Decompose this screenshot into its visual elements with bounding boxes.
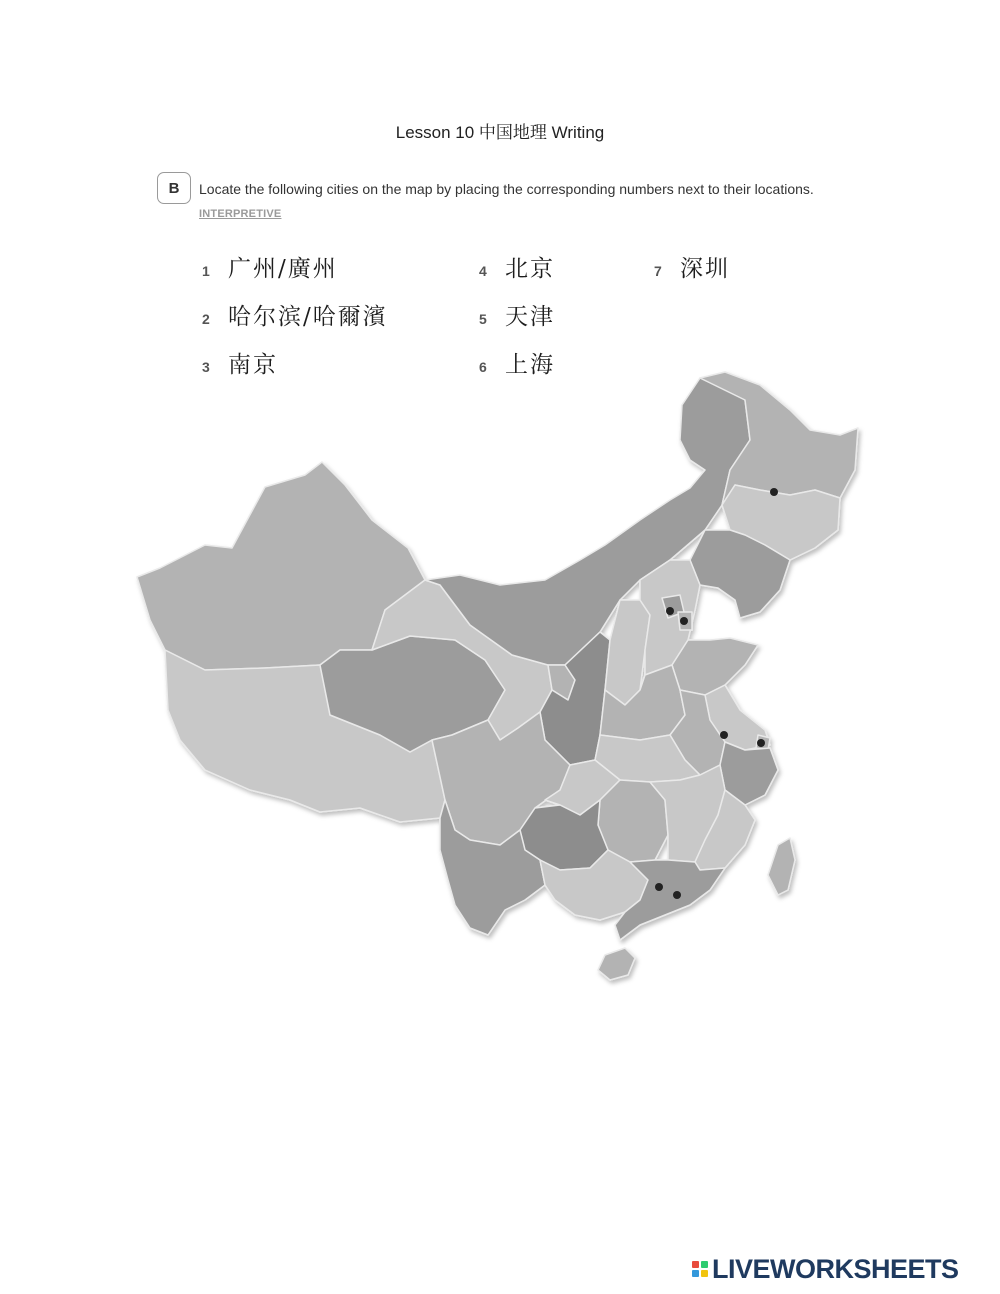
city-name: 北京 [505, 256, 555, 282]
city-name: 深圳 [680, 256, 730, 282]
city-marker [720, 731, 728, 739]
city-item-1 [202, 250, 338, 283]
region-inner-mongolia [425, 378, 750, 665]
city-item-5 [479, 298, 555, 331]
city-item-7 [654, 250, 730, 283]
china-map [125, 360, 875, 1000]
city-name: 哈尔滨/哈爾濱 [228, 304, 388, 330]
city-name: 南京 [228, 352, 278, 378]
interpretive-tag: INTERPRETIVE [199, 208, 282, 220]
city-marker [757, 739, 765, 747]
city-name: 广州/廣州 [228, 256, 338, 282]
liveworksheets-logo [692, 1253, 959, 1285]
region-taiwan [768, 838, 795, 895]
logo-mark-icon [692, 1261, 708, 1277]
city-marker [770, 488, 778, 496]
city-number: 5 [479, 311, 487, 327]
city-number: 3 [202, 359, 210, 375]
city-item-2 [202, 298, 388, 331]
city-number: 2 [202, 311, 210, 327]
city-name: 天津 [505, 304, 555, 330]
city-marker [673, 891, 681, 899]
region-shandong [672, 638, 758, 695]
city-marker [655, 883, 663, 891]
city-number: 7 [654, 263, 662, 279]
instructions-text: Locate the following cities on the map by placing the corresponding numbers next to their locations. [199, 181, 814, 197]
city-name: 上海 [505, 352, 555, 378]
city-item-4 [479, 250, 555, 283]
region-hainan [598, 948, 635, 980]
page-title: Lesson 10 中国地理 Writing [395, 123, 605, 142]
section-badge: B [157, 172, 191, 204]
city-number: 1 [202, 263, 210, 279]
city-marker [680, 617, 688, 625]
brand-name: LIVEWORKSHEETS [712, 1253, 959, 1284]
instructions [199, 178, 819, 226]
city-number: 6 [479, 359, 487, 375]
city-number: 4 [479, 263, 487, 279]
city-marker [666, 607, 674, 615]
